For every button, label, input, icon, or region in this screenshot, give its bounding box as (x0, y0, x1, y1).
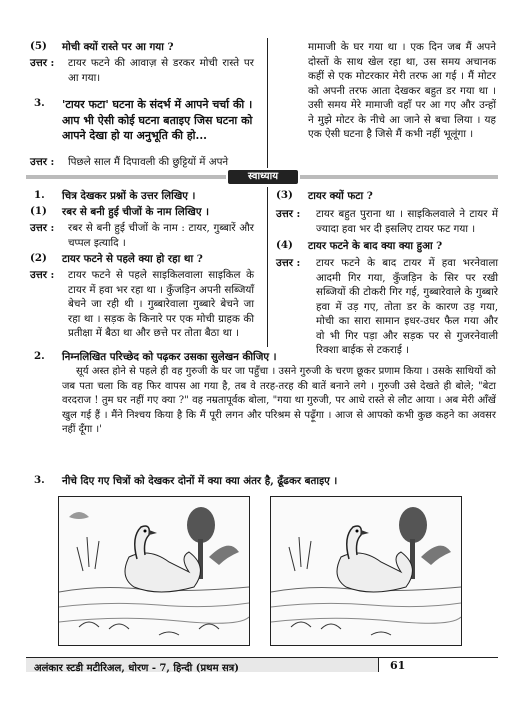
swan-drawing-icon (271, 497, 461, 645)
question-text: टायर क्यों फटा ? (308, 190, 373, 202)
question-number: (3) (276, 189, 293, 201)
column-divider (267, 187, 268, 347)
section-number: 3. (34, 474, 45, 486)
question-number: (1) (30, 205, 47, 217)
answer-label: उत्तर : (276, 208, 301, 220)
answer-text: टायर बहुत पुराना था । साइकिलवाले ने टायर में ज्यादा हवा भर दी इसलिए टायर फट गया । (316, 208, 498, 235)
section-banner (0, 170, 524, 184)
answer-text: पिछले साल मैं दिपावली की छुट्टियों में अपने (68, 156, 229, 168)
section-number: 1. (34, 189, 45, 201)
question-text: टायर फटने से पहले क्या हो रहा था ? (62, 253, 203, 265)
answer-label: उत्तर : (30, 156, 55, 168)
banner-rule-right (300, 175, 498, 179)
swan-drawing-icon (59, 497, 249, 645)
question-text: रबर से बनी हुई चीजों के नाम लिखिए । (62, 206, 210, 218)
question-number: (4) (276, 239, 293, 251)
banner-title: स्वाध्याय (228, 170, 298, 184)
answer-label: उत्तर : (30, 222, 55, 234)
question-text: टायर फटने के बाद क्या क्या हुआ ? (308, 240, 443, 252)
answer-continuation: मामाजी के घर गया था । एक दिन जब मैं अपने दोस्तों के साथ खेल रहा था, उस समय अचानक कहीं से एक मोटरकार मेरी तरफ आ गई । मैं मोटर को अपनी तरफ आता देखकर बहुत डर गया था । उसी समय मेरे मामाजी वहाँ पर आ गए और उन्हों ने मुझे मोटर के नीचे आ जाने से बचा लिया । यह एक ऐसी घटना है जिसे मैं कभी नहीं भूलूंगा । (308, 41, 496, 140)
swan-picture-left (58, 496, 250, 646)
section-number: 2. (34, 350, 45, 362)
section-title: नीचे दिए गए चित्रों को देखकर दोनों में क्या क्या अंतर है, ढूँढकर बताइए । (62, 475, 338, 487)
question-number: 3. (34, 97, 45, 109)
banner-rule-left (26, 175, 226, 179)
swan-picture-right (270, 496, 462, 646)
question-text: 'टायर फटा' घटना के संदर्भ में आपने चर्चा की । आप भी ऐसी कोई घटना बताइए जिस घटना को आपने देखा हो या अनुभूति की हो... (62, 98, 253, 142)
question-number: (2) (30, 252, 47, 264)
question-text: मोची क्यों रास्ते पर आ गया ? (62, 41, 174, 53)
answer-text: टायर फटने के बाद टायर में हवा भरनेवाला आदमी गिर गया, कुँजड़िन के सिर पर रखी सब्जियों की टोकरी गिर गई, गुब्बारेवाले के गुब्बारे हवा में उड़ गए, तोता डर के कारण उड़ गया, मोची का सारा सामान इधर-उधर फैल गया और वो भी गिर पड़ा और सड़क पर से गुजरनेवाली रिक्शा बाईक से टकराई । (316, 257, 498, 356)
page-number: 61 (390, 659, 406, 672)
section-title: निम्नलिखित परिच्छेद को पढ़कर उसका सुलेखन कीजिए । (62, 351, 277, 363)
footer-text: अलंकार स्टडी मटीरिअल, धोरण - 7, हिन्दी (प्रथम सत्र) (34, 663, 240, 674)
column-divider (267, 38, 268, 168)
answer-label: उत्तर : (276, 257, 301, 269)
section-title: चित्र देखकर प्रश्नों के उत्तर लिखिए । (62, 190, 196, 202)
answer-text: रबर से बनी हुई चीजों के नाम : टायर, गुब्बारें और चप्पल इत्यादि । (68, 222, 254, 249)
answer-label: उत्तर : (30, 57, 55, 69)
answer-label: उत्तर : (30, 269, 55, 281)
answer-text: टायर फटने की आवाज़ से डरकर मोची रास्ते पर आ गया। (68, 57, 254, 84)
question-number: (5) (30, 40, 47, 52)
passage-text: सूर्य अस्त होने से पहले ही वह गुरुजी के घर जा पहुँचा । उसने गुरुजी के चरण छूकर प्रणाम किया । उसके साथियों को जब पता चला कि वह फिर वापस आ गया है, तब वे तरह-तरह की बातें बनाने लगे । गुरुजी उसे देखते ही बोले; "बेटा वरदराज ! तुम घर नहीं गए क्या ?" वह नम्रतापूर्वक बोला, "गया था गुरुजी, पर आधे रास्ते से लौट आया । अब मेरी आँखें खुल गई हैं । मैंने निश्चय किया है कि मैं पूरी लगन और परिश्रम से पढ़ूँगा । आज से आपको कभी कुछ कहने का अवसर नहीं दूँगा ।' (62, 366, 496, 435)
answer-text: टायर फटने से पहले साइकिलवाला साइकिल के टायर में हवा भर रहा था । कुँजड़िन अपनी सब्जियाँ बेचने जा रही थी । गुब्बारेवाला गुब्बारे बेचने जा रहा था । सड़क के किनारे पर एक मोची ग्राहक की प्रतीक्षा में बैठा था और छत्ते पर तोता बैठा था । (68, 269, 254, 339)
